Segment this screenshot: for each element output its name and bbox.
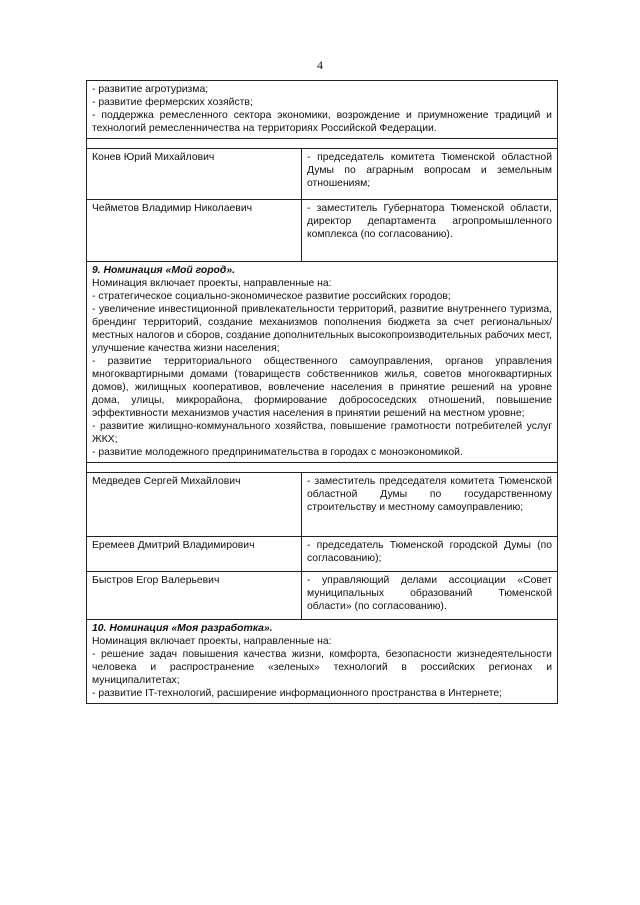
member-name: Быстров Егор Валерьевич [87, 572, 302, 620]
nomination-9-cell [87, 262, 558, 463]
list-item: - развитие IT-технологий, расширение информационного пространства в Интернете; [92, 688, 503, 699]
member-name: Еремеев Дмитрий Владимирович [87, 537, 302, 572]
list-item: - стратегическое социально-экономическое развитие российских городов; [92, 291, 451, 302]
member-role: - управляющий делами ассоциации «Совет муниципальных образований Тюменской области» (по согласованию). [302, 572, 558, 620]
nomination-10-row [87, 620, 558, 704]
nomination-title: 9. Номинация «Мой город». [92, 265, 235, 276]
member-row [87, 149, 558, 200]
list-item: - развитие жилищно-коммунального хозяйства, повышение грамотности потребителей услуг ЖКХ; [92, 421, 552, 445]
list-item: - развитие молодежного предпринимательства в городах с моноэкономикой. [92, 447, 463, 458]
nomination-intro: Номинация включает проекты, направленные на: [92, 636, 332, 647]
member-role: - председатель комитета Тюменской областной Думы по аграрным вопросам и земельным отношениям; [302, 149, 558, 200]
nomination-8-continuation-cell [87, 81, 558, 139]
member-row [87, 572, 558, 620]
member-name: Медведев Сергей Михайлович [87, 473, 302, 537]
member-row [87, 200, 558, 262]
commission-table [86, 80, 558, 704]
list-item: - поддержка ремесленного сектора экономики, возрождение и приумножение традиций и технологий ремесленничества на территориях Российской Федерации. [92, 110, 552, 134]
member-row [87, 537, 558, 572]
nomination-10-cell [87, 620, 558, 704]
list-item: - решение задач повышения качества жизни, комфорта, безопасности жизнедеятельности человека и распространение «зеленых» технологий в российских регионах и муниципалитетах; [92, 649, 552, 686]
member-name: Конев Юрий Михайлович [87, 149, 302, 200]
page-number: 4 [317, 58, 323, 72]
list-item: - развитие агротуризма; [92, 84, 209, 95]
list-item: - развитие территориального общественного самоуправления, органов управления многоквартирными домами (товариществ собственников жилья, советов многоквартирных домов), жилищных кооперативов, вовлечение населения в принятие решений на уровне дома, улицы, микрорайона, формирование добрососедских отношений, повышение эффективности механизмов участия населения в принятии решений на местном уровне; [92, 356, 552, 419]
nomination-8-continuation-row [87, 81, 558, 139]
member-role: - заместитель Губернатора Тюменской области, директор департамента агропромышленного комплекса (по согласованию). [302, 200, 558, 262]
nomination-title: 10. Номинация «Моя разработка». [92, 623, 273, 634]
nomination-intro: Номинация включает проекты, направленные на: [92, 278, 332, 289]
nomination-9-row [87, 262, 558, 463]
member-row [87, 473, 558, 537]
member-role: - председатель Тюменской городской Думы (по согласованию); [302, 537, 558, 572]
member-name: Чейметов Владимир Николаевич [87, 200, 302, 262]
list-item: - развитие фермерских хозяйств; [92, 97, 253, 108]
member-role: - заместитель председателя комитета Тюменской областной Думы по государственному строительству и местному самоуправлению; [302, 473, 558, 537]
list-item: - увеличение инвестиционной привлекательности территорий, развитие внутреннего туризма, брендинг территорий, создание механизмов пополнения бюджета за счет региональных/местных налогов и сборов, создание дополнительных высокопроизводительных рабочих мест, улучшение качества жизни населения; [92, 304, 552, 354]
